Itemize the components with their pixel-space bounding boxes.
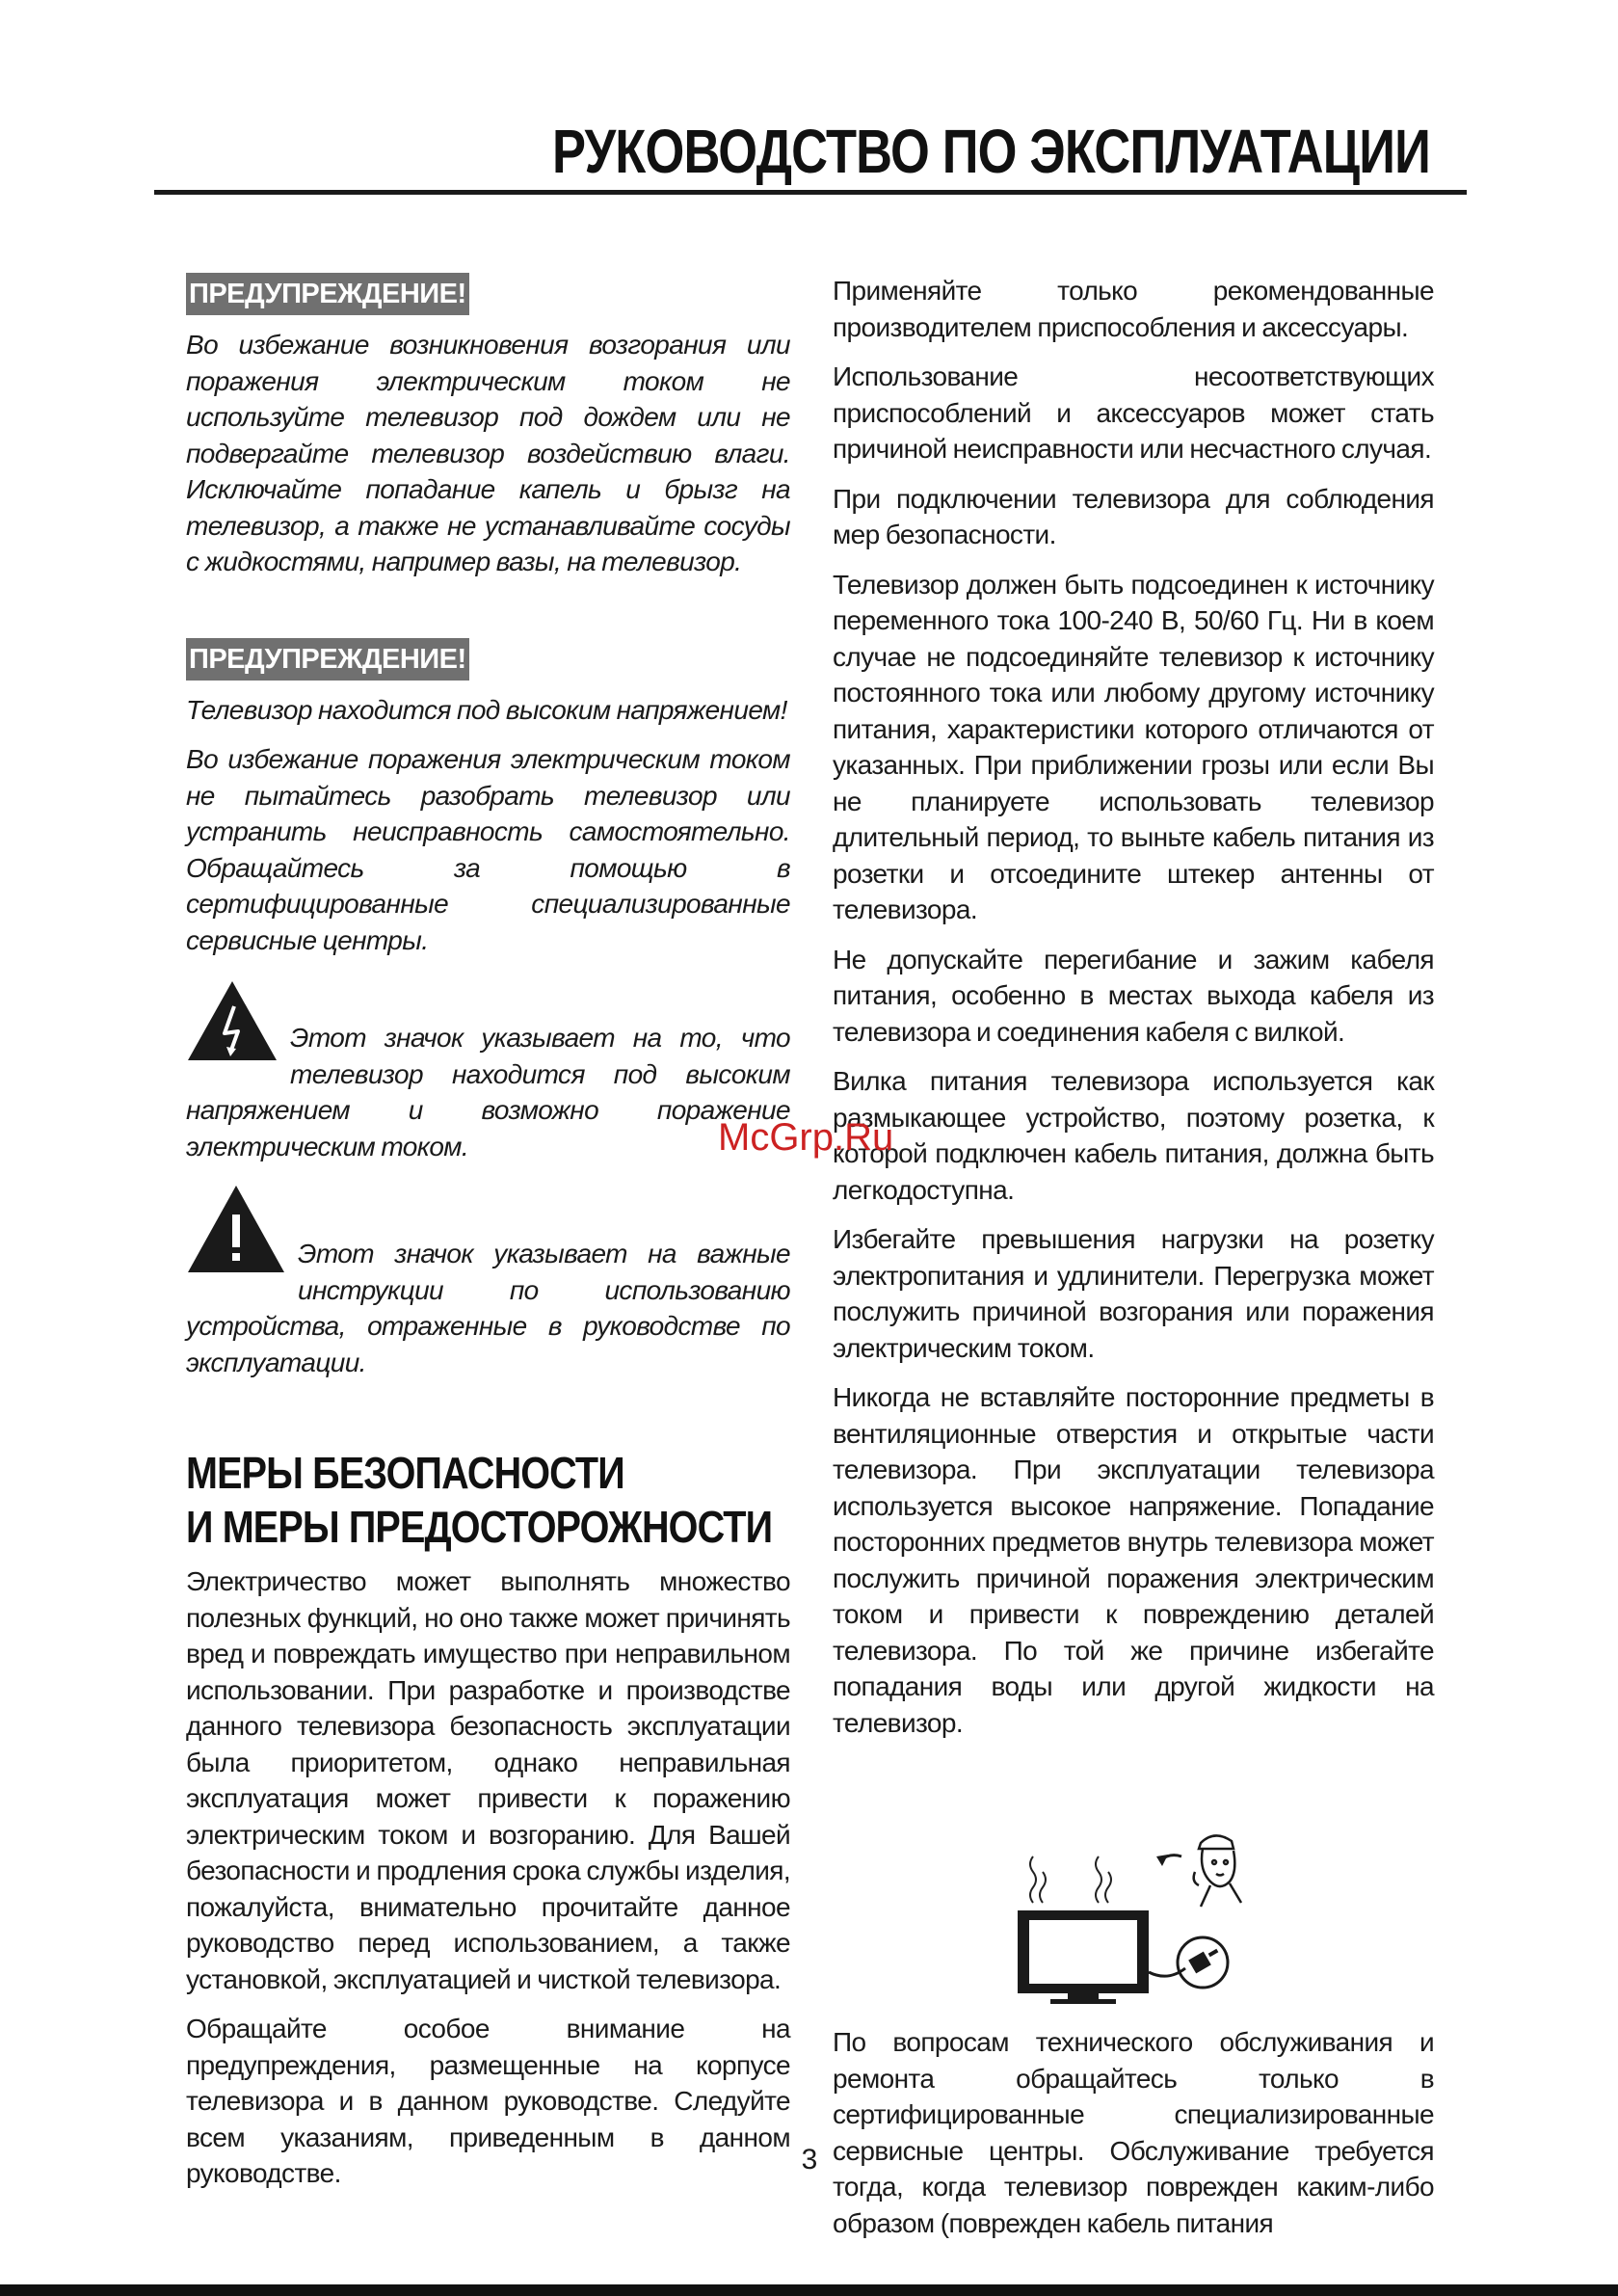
section-heading-line1: МЕРЫ БЕЗОПАСНОСТИ: [186, 1448, 624, 1498]
paragraph: При подключении телевизора для соблюдения мер безопасности.: [833, 483, 1434, 549]
warning-label: ПРЕДУПРЕЖДЕНИЕ!: [186, 273, 469, 315]
high-voltage-note: Телевизор находится под высоким напряжением!: [186, 694, 787, 725]
sign-voltage-text: Этот значок указывает на то, что телевизор находится под высоким напряжением и возможно поражение электрическим током.: [186, 1023, 790, 1161]
page-number: 3: [801, 2144, 818, 2176]
paragraph: Не допускайте перегибание и зажим кабеля питания, особенно в местах выхода кабеля из телевизора и соединения кабеля с вилкой.: [833, 944, 1434, 1047]
warning-label: ПРЕДУПРЕЖДЕНИЕ!: [186, 638, 469, 681]
exclamation-icon: [186, 1182, 286, 1274]
tv-service-illustration: [1012, 1828, 1253, 2011]
watermark: McGrp.Ru: [718, 1116, 894, 1159]
sign-important-text: Этот значок указывает на важные инструкции по использованию устройства, отраженные в руководстве по эксплуатации.: [186, 1239, 790, 1377]
warning-text: Во избежание поражения электрическим током не пытайтесь разобрать телевизор или устранить неисправность самостоятельно. Обращайтесь за помощью в сертифицированные специализированные сервисные центры.: [186, 744, 790, 955]
bottom-divider: [0, 2284, 1618, 2296]
page-title: РУКОВОДСТВО ПО ЭКСПЛУАТАЦИИ: [551, 117, 1430, 186]
paragraph: Никогда не вставляйте посторонние предметы в вентиляционные отверстия и открытые части телевизора. При эксплуатации телевизора используется высокое напряжение. Попадание посторонних предметов внутрь телевизора может послужить причиной поражения электрическим током и привести к повреждению деталей телевизора. По той же причине избегайте попадания воды или другой жидкости на телевизор.: [833, 1382, 1434, 1738]
section-heading: [186, 1446, 788, 1554]
header-divider: [154, 190, 1467, 195]
sign-important-block: [186, 1182, 790, 1380]
paragraph: Вилка питания телевизора используется как размыкающее устройство, поэтому розетка, к которой подключен кабель питания, должна быть легкодоступна.: [833, 1066, 1434, 1205]
service-paragraph: По вопросам технического обслуживания и ремонта обращайтесь только в сертифицированные специализированные сервисные центры. Обслуживание требуется тогда, когда телевизор поврежден каким-либо образом (поврежден кабель питания: [833, 2027, 1434, 2238]
right-column: [833, 273, 1434, 2255]
sign-voltage-block: [186, 977, 790, 1164]
section-heading-line2: И МЕРЫ ПРЕДОСТОРОЖНОСТИ: [186, 1502, 773, 1552]
attention-paragraph: Обращайте особое внимание на предупреждения, размещенные на корпусе телевизора и в данном руководстве. Следуйте всем указаниям, приведенным в данном руководстве.: [186, 2014, 790, 2188]
intro-paragraph: Электричество может выполнять множество полезных функций, но оно также может причинять вред и повреждать имущество при неправильном использовании. При разработке и производстве данного телевизора безопасность эксплуатации была приоритетом, однако неправильная эксплуатация может привести к поражению электрическим током и возгоранию. Для Вашей безопасности и продления срока службы изделия, пожалуйста, внимательно прочитайте данное руководство перед использованием, а также установкой, эксплуатацией и чисткой телевизора.: [186, 1566, 790, 1994]
paragraph: Применяйте только рекомендованные производителем приспособления и аксессуары.: [833, 276, 1434, 342]
left-column: [186, 273, 790, 2205]
warning-block-1: [186, 273, 790, 580]
warning-block-2: [186, 638, 790, 959]
high-voltage-icon: [186, 977, 279, 1062]
paragraph: Избегайте превышения нагрузки на розетку электропитания и удлинители. Перегрузка может послужить причиной возгорания или поражения электрическим током.: [833, 1224, 1434, 1363]
warning-text: Во избежание возникновения возгорания или поражения электрическим током не используйте телевизор под дождем или не подвергайте телевизор воздействию влаги. Исключайте попадание капель и брызг на телевизор, а также не устанавливайте сосуды с жидкостями, например вазы, на телевизор.: [186, 330, 790, 576]
paragraph: Телевизор должен быть подсоединен к источнику переменного тока 100-240 В, 50/60 Гц. Ни в коем случае не подсоединяйте телевизор к источнику постоянного тока или любому другому источнику питания, характеристики которого отличаются от указанных. При приближении грозы или если Вы не планируете использовать телевизор длительный период, то выньте кабель питания из розетки и отсоедините штекер антенны от телевизора.: [833, 569, 1434, 924]
paragraph: Использование несоответствующих приспособлений и аксессуаров может стать причиной неисправности или несчастного случая.: [833, 361, 1434, 464]
